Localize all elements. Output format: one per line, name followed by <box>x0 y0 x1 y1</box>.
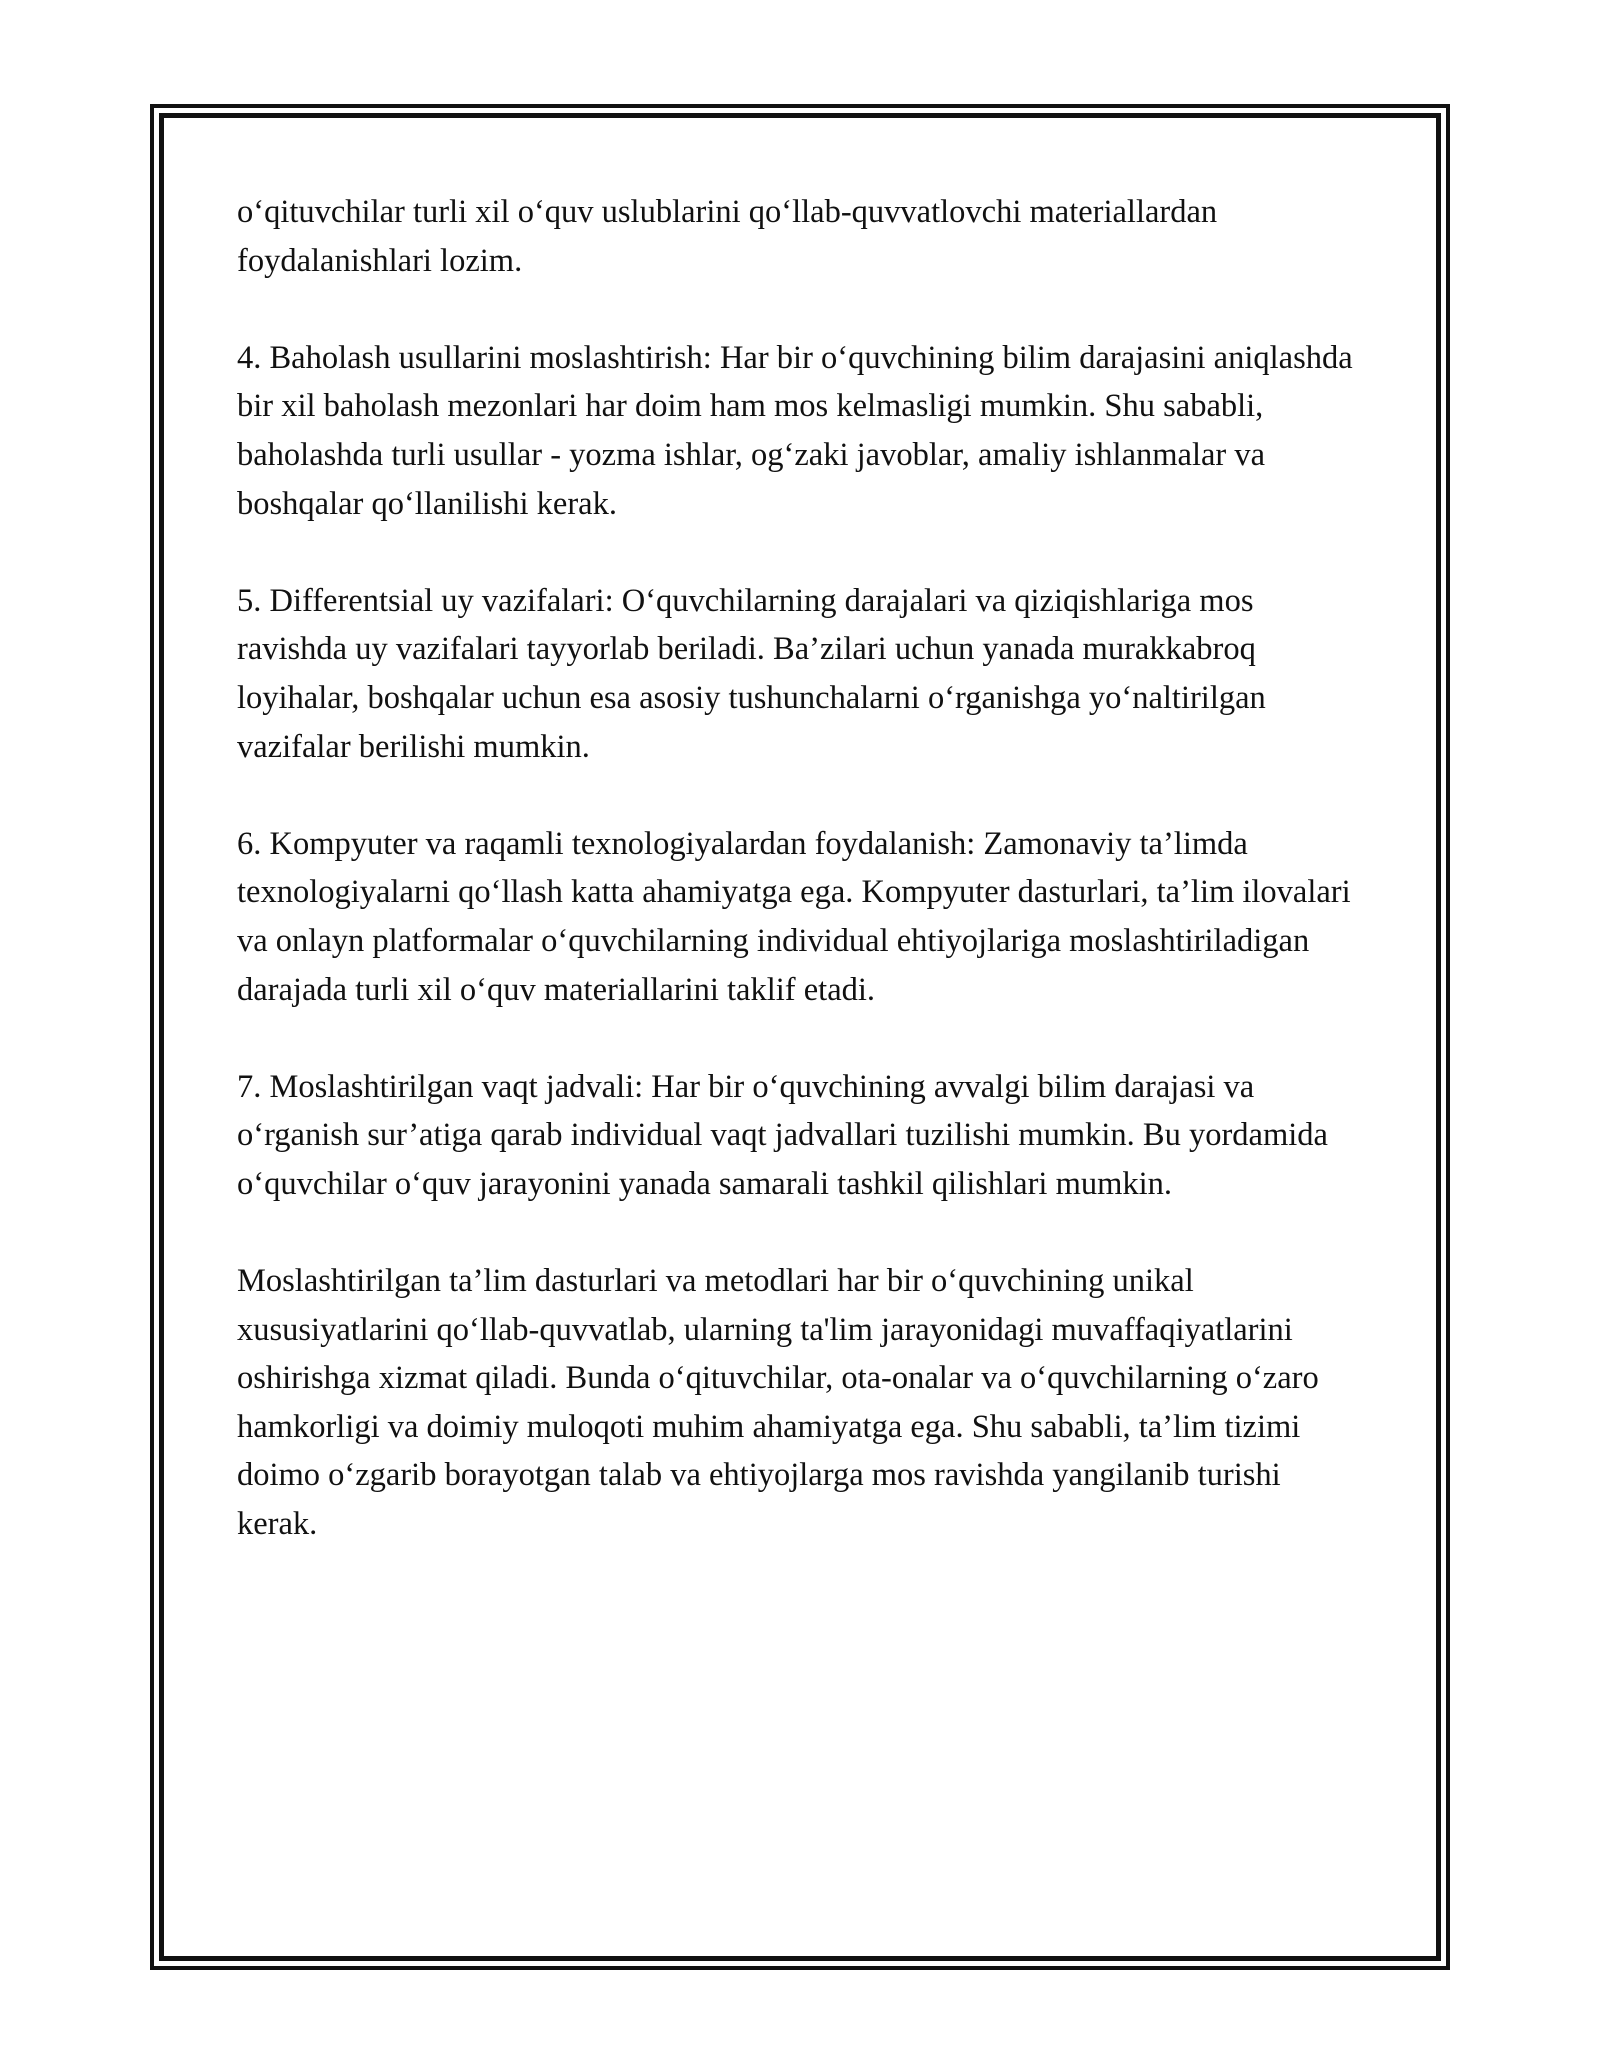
document-body <box>237 188 1367 1597</box>
paragraph-assessment-methods: 4. Baholash usullarini moslashtirish: Har bir o‘quvchining bilim darajasini aniqlashda bir xil baholash mezonlari har doim ham mos kelmasligi mumkin. Shu sababli, baholashda turli usullar - yozma ishlar, og‘zaki javoblar, amaliy ishlanmalar va boshqalar qo‘llanilishi kerak. <box>237 339 1353 522</box>
paragraph-continuation: o‘qituvchilar turli xil o‘quv uslublarini qo‘llab-quvvatlovchi materiallardan foydalanishlari lozim. <box>237 194 1218 279</box>
paragraph-digital-technologies: 6. Kompyuter va raqamli texnologiyalardan foydalanish: Zamonaviy ta’limda texnologiyalarni qo‘llash katta ahamiyatga ega. Kompyuter dasturlari, ta’lim ilovalari va onlayn platformalar o‘quvchilarning individual ehtiyojlariga moslashtiriladigan darajada turli xil o‘quv materiallarini taklif etadi. <box>237 825 1351 1008</box>
paragraph-conclusion: Moslashtirilgan ta’lim dasturlari va metodlari har bir o‘quvchining unikal xususiyatlarini qo‘llab-quvvatlab, ularning ta'lim jarayonidagi muvaffaqiyatlarini oshirishga xizmat qiladi. Bunda o‘qituvchilar, ota-onalar va o‘quvchilarning o‘zaro hamkorligi va doimiy muloqoti muhim ahamiyatga ega. Shu sababli, ta’lim tizimi doimo o‘zgarib borayotgan talab va ehtiyojlarga mos ravishda yangilanib turishi kerak. <box>237 1263 1319 1543</box>
paragraph-differential-homework: 5. Differentsial uy vazifalari: O‘quvchilarning darajalari va qiziqishlariga mos ravishda uy vazifalari tayyorlab beriladi. Ba’zilari uchun yanada murakkabroq loyihalar, boshqalar uchun esa asosiy tushunchalarni o‘rganishga yo‘naltirilgan vazifalar berilishi mumkin. <box>237 582 1266 765</box>
paragraph-adapted-schedule: 7. Moslashtirilgan vaqt jadvali: Har bir o‘quvchining avvalgi bilim darajasi va o‘rganish sur’atiga qarab individual vaqt jadvallari tuzilishi mumkin. Bu yordamida o‘quvchilar o‘quv jarayonini yanada samarali tashkil qilishlari mumkin. <box>237 1068 1328 1202</box>
